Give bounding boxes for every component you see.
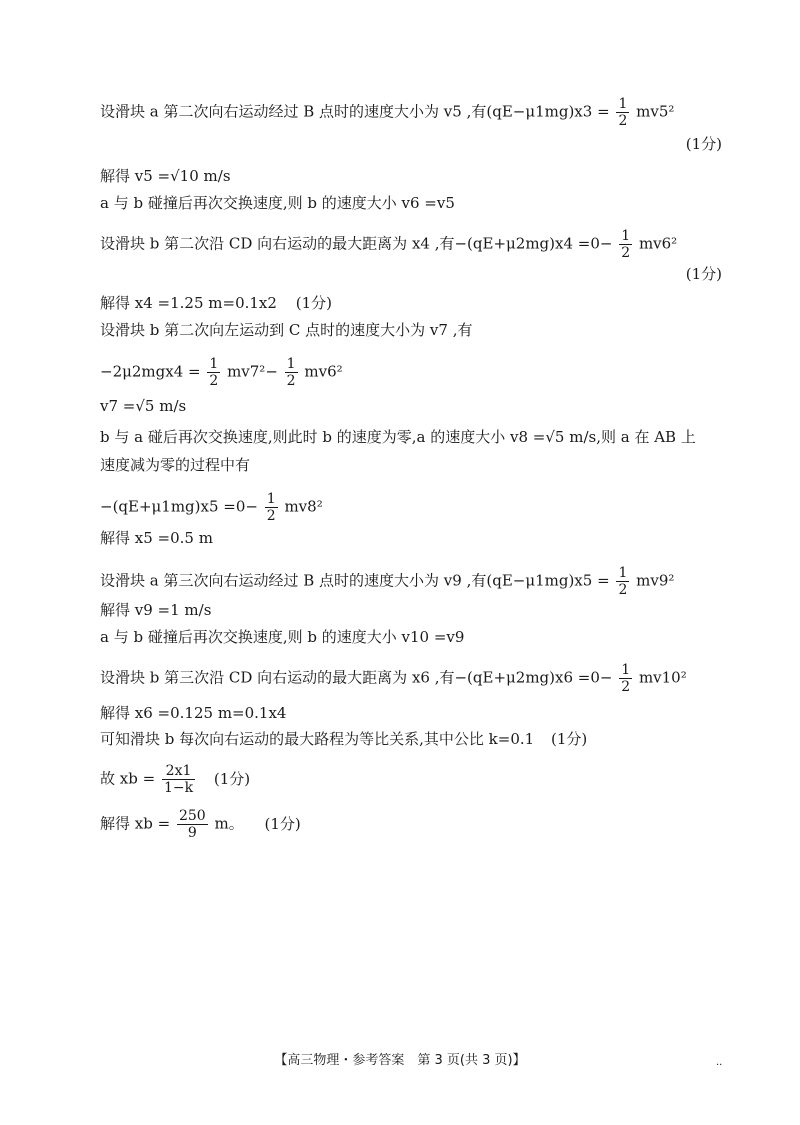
line-5-text: 解得 x4 =1.25 m=0.1x2 [100,294,277,312]
line-15: a 与 b 碰撞后再次交换速度,则 b 的速度大小 v10 =v9 [100,628,465,646]
fraction-half: $\frac{1}{2}$ [621,662,631,695]
score-4: (1分) [550,730,588,748]
line-11: −(qE+μ1mg)x5 =0− $\frac{1}{2}$ mv8² [100,491,323,524]
fraction-half: $\frac{1}{2}$ [286,356,296,389]
line-16: 设滑块 b 第三次沿 CD 向右运动的最大距离为 x6 ,有−(qE+μ2mg)x6 =0− $\frac{1}{2}$ mv10² [100,662,687,695]
line-19: 故 xb = $\frac{2x1}{1-k}$ (1分) [100,763,251,796]
fraction-half: $\frac{1}{2}$ [209,356,219,389]
line-17: 解得 x6 =0.125 m=0.1x4 [100,704,287,722]
line-2: 解得 v5 =√10 m/s [100,167,231,185]
line-13: 设滑块 a 第三次向右运动经过 B 点时的速度大小为 v9 ,有(qE−μ1mg)x5 = $\frac{1}{2}$ mv9² [100,565,675,598]
line-12: 解得 x5 =0.5 m [100,529,213,547]
line-14: 解得 v9 =1 m/s [100,601,212,619]
line-7: −2μ2mgx4 = $\frac{1}{2}$ mv7²− $\frac{1}{2}$ mv6² [100,356,343,389]
fraction-half: $\frac{1}{2}$ [266,491,276,524]
fraction-half: $\frac{1}{2}$ [618,96,628,129]
line-4-text: 设滑块 b 第二次沿 CD 向右运动的最大距离为 x4 ,有−(qE+μ2mg)x4 =0− [100,234,613,253]
page-footer: 【高三物理・参考答案 第 3 页(共 3 页)】 [274,1053,526,1068]
line-1 [100,96,674,129]
line-4-tail: mv6² [638,234,678,253]
line-1-tail: mv5² [636,102,675,121]
line-6: 设滑块 b 第二次向左运动到 C 点时的速度大小为 v7 ,有 [100,321,473,339]
line-10: 速度减为零的过程中有 [100,456,251,474]
line-3: a 与 b 碰撞后再次交换速度,则 b 的速度大小 v6 =v5 [100,194,455,212]
score-6: (1分) [264,814,301,833]
fraction-xb: $\frac{2x1}{1-k}$ [163,763,194,796]
line-20: 解得 xb = $\frac{250}{9}$ m。 (1分) [100,808,301,841]
line-18: 可知滑块 b 每次向右运动的最大路程为等比关系,其中公比 k=0.1 (1分) [100,730,588,748]
line-1-text: 设滑块 a 第二次向右运动经过 B 点时的速度大小为 v5 ,有(qE−μ1mg)x3 = [100,102,610,121]
score-1: (1分) [685,135,722,153]
fraction-half: $\frac{1}{2}$ [618,565,628,598]
score-3: (1分) [295,294,332,312]
fraction-result: $\frac{250}{9}$ [178,808,206,841]
line-5 [100,293,332,313]
line-8: v7 =√5 m/s [100,397,187,415]
line-9: b 与 a 碰后再次交换速度,则此时 b 的速度为零,a 的速度大小 v8 =√5 m/s,则 a 在 AB 上 [100,428,696,446]
corner-mark: ·· [716,1060,723,1071]
fraction-half: $\frac{1}{2}$ [621,228,631,261]
line-4 [100,228,677,261]
score-2: (1分) [685,265,722,283]
score-5: (1分) [213,769,251,788]
